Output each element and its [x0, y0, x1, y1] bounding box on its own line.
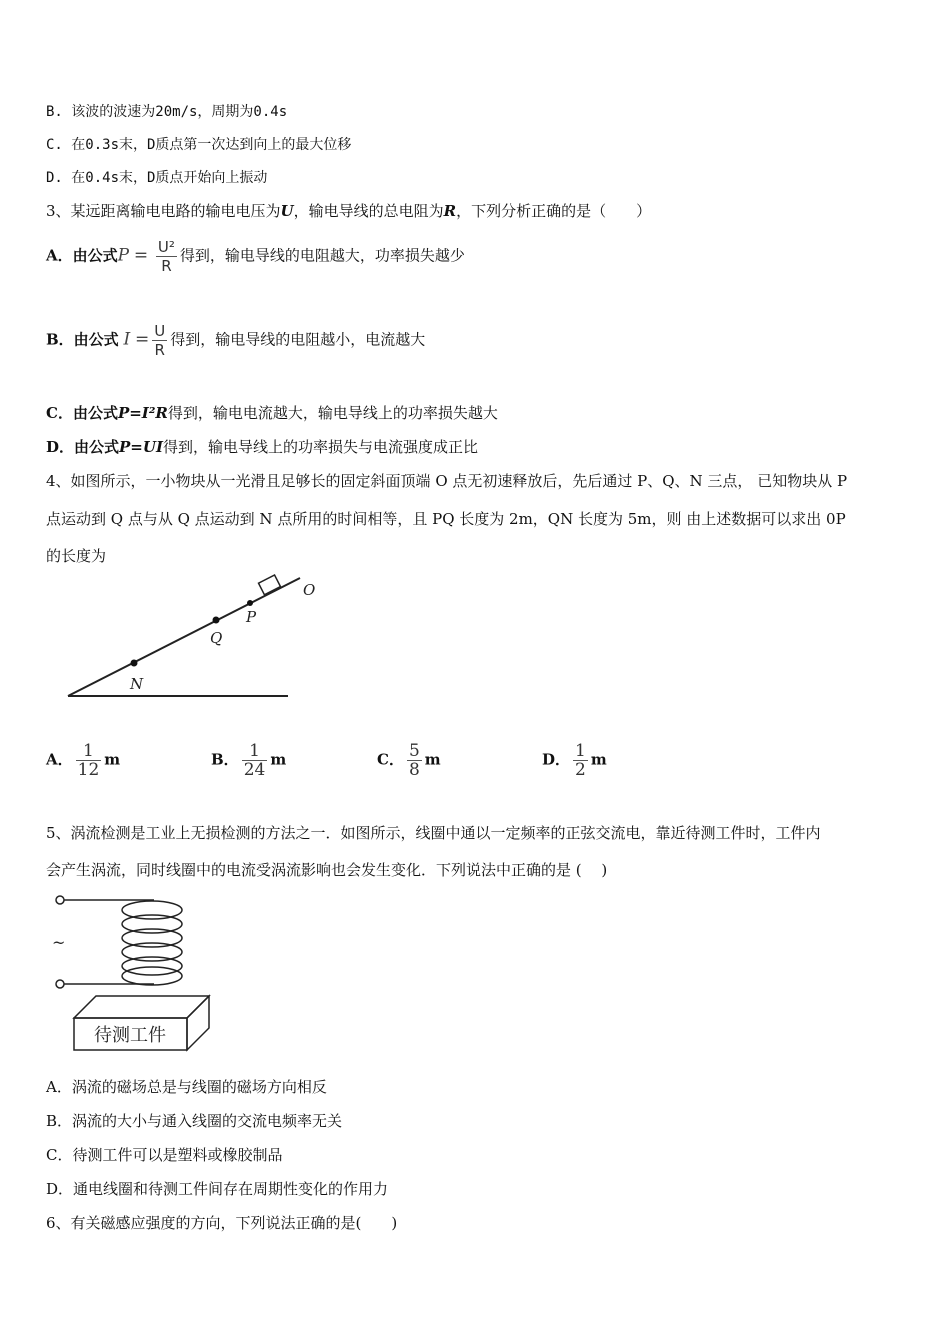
label-o: O [303, 581, 316, 599]
q5-option-d: D．通电线圈和待测工件间存在周期性变化的作用力 [46, 1180, 389, 1198]
label-n: N [130, 675, 144, 693]
point-p [247, 600, 253, 606]
q3-option-d: D．由公式P=UI得到，输电导线上的功率损失与电流强度成正比 [46, 438, 478, 456]
formula-u-over-r: $\frac{U}{R}$ [154, 322, 166, 359]
q4-stem-line3: 的长度为 [46, 547, 107, 565]
q4-stem-line1: 4、如图所示，一小物块从一光滑且足够长的固定斜面顶端 O 点无初速释放后，先后通过 P、Q、N 三点， 已知物块从 P [46, 472, 848, 490]
q5-option-c: C．待测工件可以是塑料或橡胶制品 [46, 1146, 283, 1164]
terminal-top [56, 896, 64, 904]
workpiece-label: 待测工件 [94, 1025, 166, 1046]
block [259, 575, 281, 595]
q5-stem-line2: 会产生涡流，同时线圈中的电流受涡流影响也会发生变化．下列说法中正确的是 ( ) [46, 861, 608, 879]
label-q: Q [210, 629, 223, 647]
q4-option-a: A． $\frac{1}{12}$ m [46, 741, 121, 780]
eddy-coil-figure [44, 888, 214, 1058]
q3-option-b: B．由公式 I = $\frac{U}{R}$ 得到，输电导线的电阻越小，电流越大 [46, 322, 426, 359]
q5-option-a: A．涡流的磁场总是与线圈的磁场方向相反 [46, 1078, 327, 1096]
label-p: P [246, 608, 257, 626]
q5-option-b: B．涡流的大小与通入线圈的交流电频率无关 [46, 1112, 343, 1130]
point-n [131, 660, 138, 667]
q2-option-c: C. 在0.3s末，D质点第一次达到向上的最大位移 [46, 137, 352, 153]
q4-option-d: D． $\frac{1}{2}$ m [542, 741, 607, 780]
q2-option-b: B. 该波的波速为20m/s，周期为0.4s [46, 104, 288, 120]
q3-option-c: C．由公式P=I²R得到，输电电流越大，输电导线上的功率损失越大 [46, 404, 498, 422]
formula-u2-over-r: $\frac{\text{U²}}{R}$ [157, 238, 175, 275]
q3-option-a: A．由公式P = $\frac{\text{U²}}{R}$ 得到，输电导线的电阻越大，功率损失越少 [46, 238, 465, 275]
q4-option-b: B． $\frac{1}{24}$ m [211, 741, 287, 780]
point-q [213, 617, 220, 624]
q4-stem-line2: 点运动到 Q 点与从 Q 点运动到 N 点所用的时间相等，且 PQ 长度为 2m，QN 长度为 5m，则 由上述数据可以求出 0P [46, 510, 846, 528]
q3-stem: 3、某远距离输电电路的输电电压为U，输电导线的总电阻为R，下列分析正确的是（ ） [46, 202, 652, 220]
q2-option-d: D. 在0.4s末，D质点开始向上振动 [46, 170, 268, 186]
incline-figure [60, 570, 350, 705]
coil [122, 901, 182, 985]
q6-stem: 6、有关磁感应强度的方向，下列说法正确的是( ) [46, 1214, 398, 1232]
ac-source-symbol: ~ [52, 933, 66, 952]
q4-option-c: C． $\frac{5}{8}$ m [377, 741, 441, 780]
terminal-bottom [56, 980, 64, 988]
q5-stem-line1: 5、涡流检测是工业上无损检测的方法之一．如图所示，线圈中通以一定频率的正弦交流电，靠近待测工件时，工件内 [46, 824, 821, 842]
incline-line [68, 578, 300, 696]
